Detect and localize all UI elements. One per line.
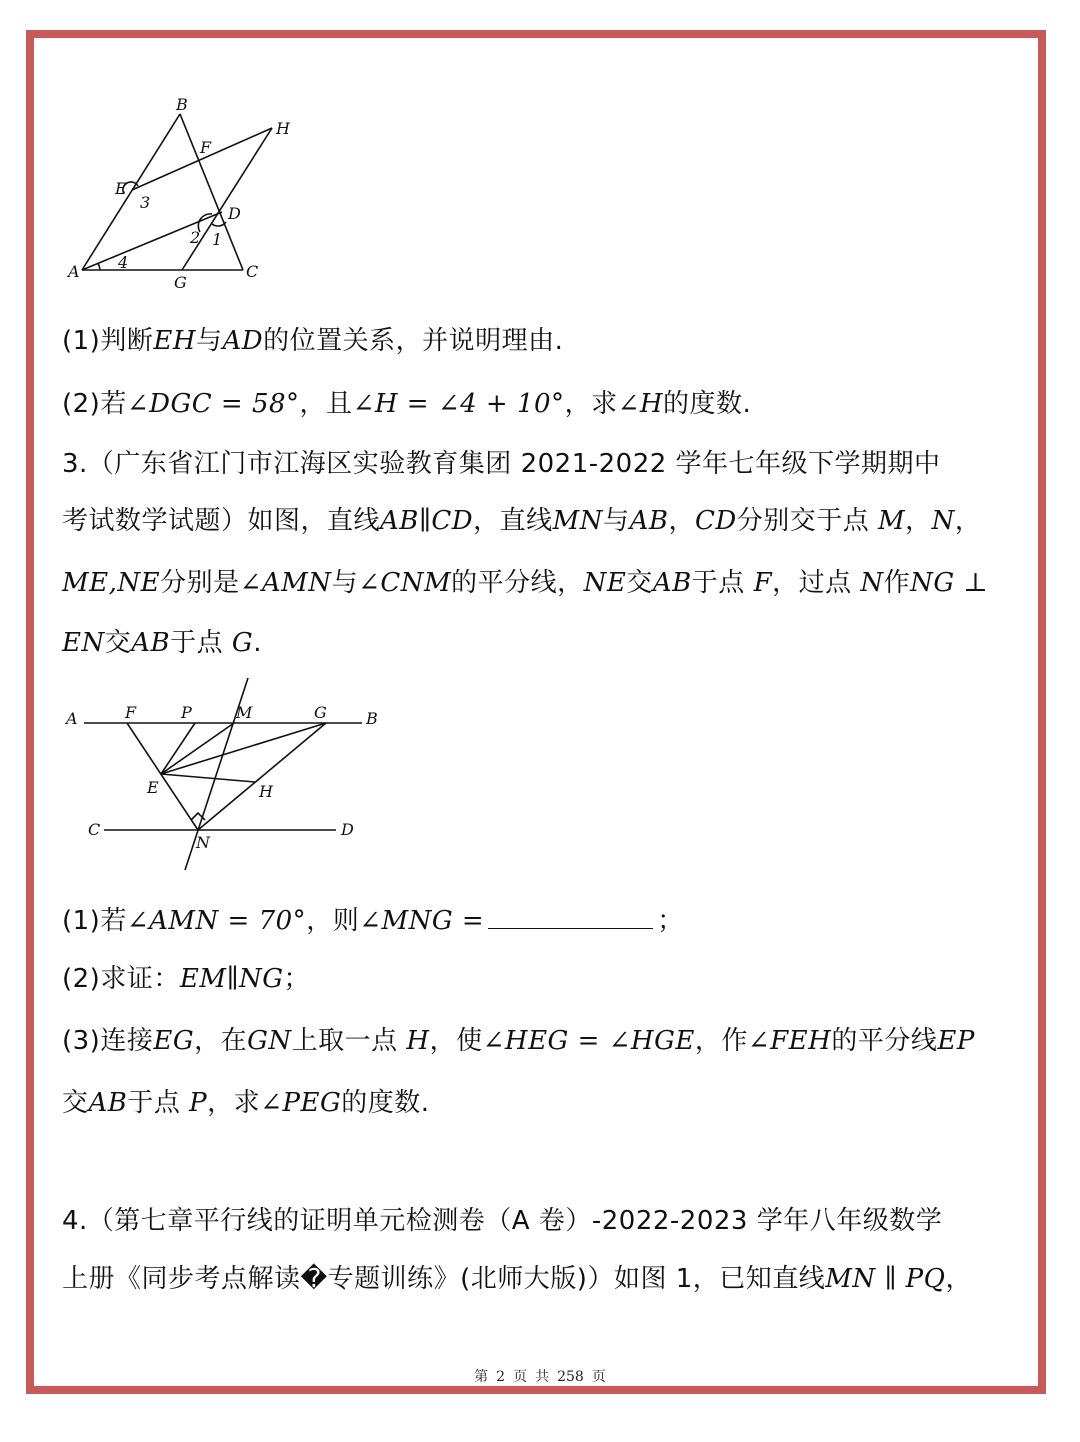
text: 上册《同步考点解读�专题训练》(北师大版)）如图 1，已知直线	[62, 1264, 826, 1294]
math: F	[753, 568, 773, 598]
label-C: C	[88, 820, 101, 839]
label-P: P	[181, 703, 192, 722]
text: (2)求证：	[62, 964, 180, 994]
text: ，则	[306, 906, 360, 936]
segment-GH	[182, 128, 272, 270]
math: EG	[153, 1026, 195, 1056]
math: ∠PEG	[260, 1088, 342, 1118]
math: AB	[131, 628, 171, 658]
text: 于点	[691, 568, 754, 598]
text: ；	[657, 906, 684, 936]
page-footer	[0, 1366, 1080, 1386]
math: EN	[62, 628, 105, 658]
page-number: 2	[496, 1369, 506, 1385]
text: (1)判断	[62, 326, 154, 356]
footer-text: 页	[513, 1369, 528, 1385]
segment-EG	[161, 723, 326, 774]
label-E: E	[147, 778, 159, 797]
label-H: H	[276, 119, 290, 138]
text: 与	[196, 326, 223, 356]
text: 交	[104, 628, 132, 658]
math: ∠FEH	[747, 1026, 832, 1056]
math: H	[406, 1026, 430, 1056]
label-C: C	[246, 262, 259, 281]
text: 的度数.	[341, 1088, 430, 1118]
q3-part1	[62, 900, 684, 937]
math: GN	[247, 1026, 292, 1056]
text: ，	[954, 506, 982, 536]
text: ，过点	[772, 568, 861, 598]
text: 交	[626, 568, 653, 598]
math: N	[931, 506, 955, 536]
text: 与	[331, 568, 359, 598]
label-F: F	[200, 138, 212, 157]
label-angle-4: 4	[118, 253, 129, 272]
text: 与	[603, 506, 630, 536]
math: M	[877, 506, 906, 536]
text: ；	[283, 964, 310, 994]
figure-1-diagram	[60, 90, 310, 295]
footer-text: 第	[474, 1369, 489, 1385]
q2-part2	[62, 383, 751, 420]
segment-NG	[198, 723, 326, 830]
label-G: G	[174, 273, 187, 292]
label-H: H	[259, 782, 273, 801]
label-E: E	[115, 179, 127, 198]
math-expr: ∠DGC = 58°	[126, 389, 300, 419]
text: 作	[883, 568, 911, 598]
q3-part2	[62, 958, 310, 995]
label-M: M	[236, 703, 253, 722]
q3-line1: 3.（广东省江门市江海区实验教育集团 2021-2022 学年七年级下学期期中	[62, 449, 941, 479]
math: ME,NE	[62, 568, 161, 598]
footer-text: 共	[535, 1369, 550, 1385]
math: N	[860, 568, 884, 598]
math-expr: ∠MNG =	[359, 906, 485, 936]
math: AB∥CD	[380, 506, 474, 536]
text: 考试数学试题）如图，直线	[62, 506, 381, 536]
segment-AB	[82, 114, 180, 270]
text: 于点	[170, 628, 232, 658]
label-angle-3: 3	[140, 193, 151, 212]
text: 于点	[127, 1088, 190, 1118]
segment-EM	[161, 723, 234, 774]
label-A: A	[68, 262, 80, 281]
text: ，作	[694, 1026, 748, 1056]
text: ，	[905, 506, 932, 536]
footer-text: 页	[591, 1369, 606, 1385]
label-G: G	[314, 703, 327, 722]
math: P	[189, 1088, 208, 1118]
math: ∠AMN	[239, 568, 332, 598]
math-EH: EH	[153, 326, 196, 356]
math-expr: ∠AMN = 70°	[126, 906, 307, 936]
math-expr: ∠H	[617, 389, 664, 419]
q2-part1	[62, 320, 563, 357]
text: ，求	[564, 389, 618, 419]
figure-2-diagram	[60, 670, 390, 875]
math: ∠HEG = ∠HGE	[482, 1026, 695, 1056]
text: (1)若	[62, 906, 127, 936]
q3-line3	[62, 562, 988, 599]
text: ，且	[299, 389, 353, 419]
q4-line1: 4.（第七章平行线的证明单元检测卷（A 卷）-2022-2023 学年八年级数学	[62, 1206, 943, 1236]
label-B: B	[366, 709, 378, 728]
math: MN	[552, 506, 604, 536]
label-N: N	[196, 833, 210, 852]
label-D: D	[341, 820, 354, 839]
segment-EH	[161, 774, 255, 782]
text: ，直线	[473, 506, 553, 536]
text: 上取一点	[291, 1026, 407, 1056]
text: 的平分线，	[451, 568, 584, 598]
math: G	[231, 628, 254, 658]
label-B: B	[176, 95, 188, 114]
text: ，使	[429, 1026, 483, 1056]
text: 的位置关系，并说明理由.	[263, 326, 564, 356]
angle-4-arc	[98, 263, 100, 270]
text: .	[253, 628, 262, 658]
q3-part3-line2	[62, 1082, 429, 1119]
q3-line4	[62, 622, 262, 659]
text: 分别是	[160, 568, 240, 598]
math: AB	[88, 1088, 128, 1118]
text: (3)连接	[62, 1026, 154, 1056]
math: MN ∥ PQ	[825, 1264, 946, 1294]
math: AB	[629, 506, 669, 536]
q3-line2	[62, 500, 981, 537]
label-angle-2: 2	[190, 228, 201, 247]
answer-blank[interactable]	[488, 906, 653, 929]
text: ，在	[194, 1026, 248, 1056]
math: CD	[694, 506, 737, 536]
text: ，	[945, 1264, 973, 1294]
q4-line2	[62, 1258, 972, 1295]
math: NG ⊥	[910, 568, 989, 598]
math-AD: AD	[222, 326, 264, 356]
total-pages: 258	[557, 1369, 584, 1385]
math-expr: ∠H = ∠4 + 10°	[352, 389, 565, 419]
math-expr: EM∥NG	[179, 964, 284, 994]
label-angle-1: 1	[212, 230, 223, 249]
segment-EP	[161, 723, 195, 774]
text: ，	[668, 506, 695, 536]
q3-part3-line1	[62, 1020, 975, 1057]
text: 的度数.	[663, 389, 752, 419]
math: ∠CNM	[358, 568, 452, 598]
math: NE	[583, 568, 627, 598]
text: (2)若	[62, 389, 127, 419]
math: EP	[937, 1026, 975, 1056]
text: ，求	[207, 1088, 261, 1118]
label-F: F	[125, 703, 137, 722]
text: 的平分线	[831, 1026, 938, 1056]
label-D: D	[228, 204, 241, 223]
math: AB	[652, 568, 692, 598]
text: 交	[62, 1088, 89, 1118]
label-A: A	[66, 709, 78, 728]
text: 分别交于点	[736, 506, 878, 536]
